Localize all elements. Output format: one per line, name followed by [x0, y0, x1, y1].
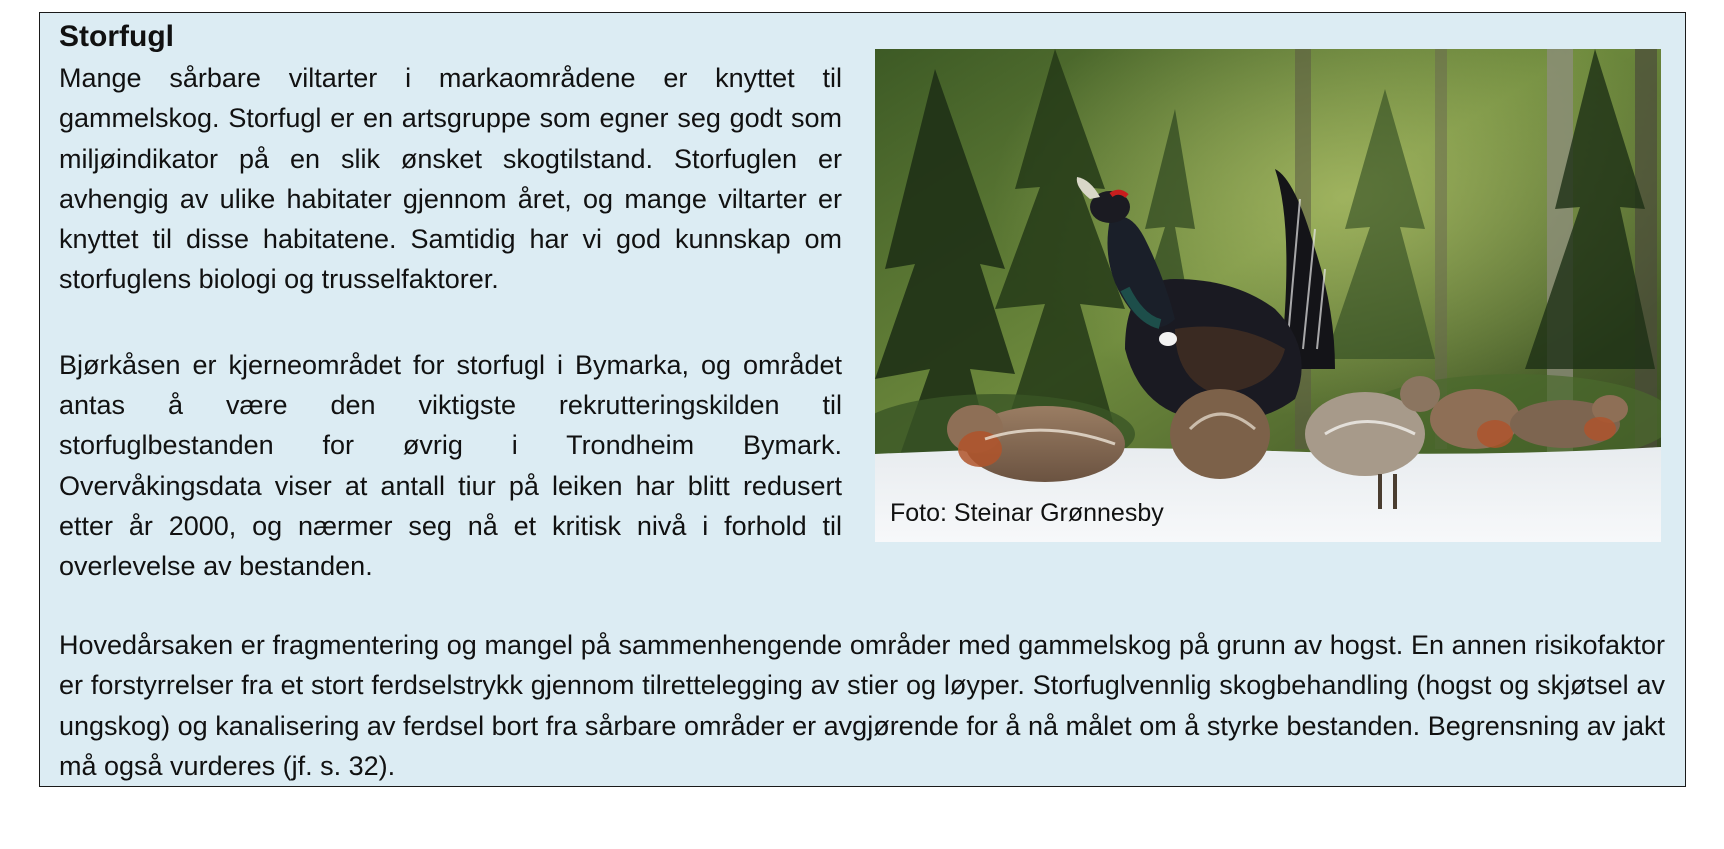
paragraph-2: Bjørkåsen er kjerneområdet for storfugl i Bymarka, og området antas å være den viktigste rekrutteringskilden til storfuglbestanden for øvrig i Trondheim Bymark. Overvåkingsdata viser at antall tiur på leiken har blitt redusert etter år 2000, og nærmer seg nå et kritisk nivå i forhold til overlevelse av bestanden. [59, 349, 842, 582]
text-column [59, 58, 842, 587]
photo-illustration [875, 49, 1661, 542]
hen-4 [1430, 389, 1520, 449]
paragraph-1: Mange sårbare viltarter i markaområdene er knyttet til gammelskog. Storfugl er en artsgruppe som egner seg godt som miljøindikator på en slik ønsket skogtilstand. Storfuglen er avhengig av ulike habitater gjennom året, og mange viltarter er knyttet til disse habitatene. Samtidig har vi god kunnskap om storfuglens biologi og trusselfaktorer. [59, 63, 842, 295]
info-box [39, 12, 1686, 787]
photo-caption: Foto: Steinar Grønnesby [890, 499, 1164, 527]
capercaillie-photo [875, 49, 1661, 542]
box-heading: Storfugl [59, 20, 174, 53]
paragraph-3: Hovedårsaken er fragmentering og mangel på sammenhengende områder med gammelskog på grunn av hogst. En annen risikofaktor er forstyrrelser fra et stort ferdselstrykk gjennom tilrettelegging av stier og løyper. Storfuglvennlig skogbehandling (hogst og skjøtsel av ungskog) og kanalisering av ferdsel bort fra sårbare områder er avgjørende for å nå målet om å styrke bestanden. Begrensning av jakt må også vurderes (jf. s. 32). [59, 630, 1665, 781]
hen-2 [1170, 389, 1270, 479]
